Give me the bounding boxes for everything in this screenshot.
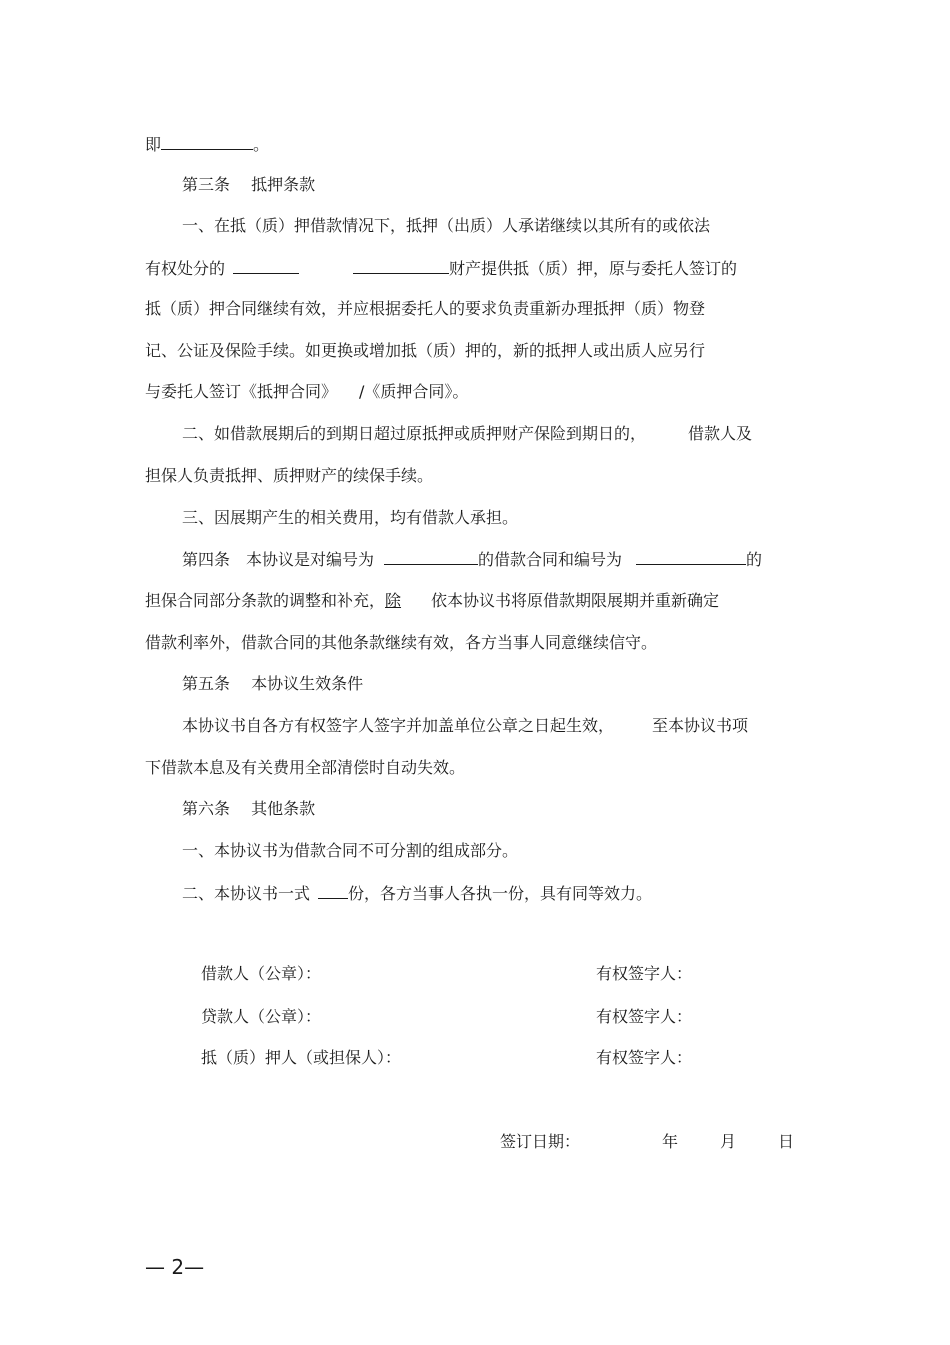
text-segment: 份，各方当事人各执一份，具有同等效力。 — [348, 884, 653, 903]
blank-field — [161, 134, 253, 150]
signing-date-day: 日 — [778, 1132, 795, 1151]
text-segment: 本协议书自各方有权签字人签字并加盖单位公章之日起生效， — [182, 716, 615, 735]
article-4-line-1 — [182, 549, 762, 570]
signing-date-month: 月 — [720, 1132, 737, 1151]
text-segment: 有权处分的 — [145, 259, 226, 278]
text-segment: 财产提供抵（质）押，原与委托人签订的 — [449, 259, 738, 278]
article-5-line-2: 下借款本息及有关费用全部清偿时自动失效。 — [145, 758, 466, 777]
text-segment: 的借款合同和编号为 — [478, 550, 623, 569]
text-segment: 二、如借款展期后的到期日超过原抵押或质押财产保险到期日的， — [182, 424, 647, 443]
article-6-para-2 — [182, 883, 652, 904]
authorized-signer-label: 有权签字人： — [596, 1048, 693, 1067]
article-3-para-1-line-3: 抵（质）押合同继续有效，并应根据委托人的要求负责重新办理抵押（质）物登 — [145, 299, 706, 318]
article-3-para-1-line-1: 一、在抵（质）押借款情况下，抵押（出质）人承诺继续以其所有的或依法 — [182, 216, 711, 235]
article-3-para-1-line-2 — [145, 258, 737, 279]
article-5-line-1 — [182, 716, 748, 736]
signing-date-year: 年 — [662, 1132, 679, 1151]
blank-field — [318, 883, 348, 899]
text-segment: /《质押合同》。 — [359, 382, 469, 401]
article-3-para-1-line-4: 记、公证及保险手续。如更换或增加抵（质）押的，新的抵押人或出质人应另行 — [145, 341, 706, 360]
article-3-para-2-line-1 — [182, 424, 752, 444]
text-segment: 的 — [746, 550, 763, 569]
underlined-text: 除 — [385, 591, 402, 610]
blank-field — [384, 549, 478, 565]
text-segment: 二、本协议书一式 — [182, 884, 311, 903]
article-3-para-1-line-5 — [145, 382, 468, 402]
article-3-title: 第三条 抵押条款 — [182, 175, 316, 194]
authorized-signer-label: 有权签字人： — [596, 1007, 693, 1026]
article-4-line-3: 借款利率外，借款合同的其他条款继续有效，各方当事人同意继续信守。 — [145, 633, 658, 652]
article-6-para-1: 一、本协议书为借款合同不可分割的组成部分。 — [182, 841, 519, 860]
continuation-line — [145, 134, 269, 155]
text-segment: 至本协议书项 — [652, 716, 749, 735]
article-6-title: 第六条 其他条款 — [182, 799, 316, 818]
signing-date-label: 签订日期： — [500, 1132, 581, 1151]
article-3-para-3: 三、因展期产生的相关费用，均有借款人承担。 — [182, 508, 519, 527]
text-segment: 依本协议书将原借款期限展期并重新确定 — [431, 591, 720, 610]
article-5-title: 第五条 本协议生效条件 — [182, 674, 364, 693]
text-segment: 与委托人签订《抵押合同》 — [145, 382, 338, 401]
blank-field — [636, 549, 746, 565]
article-3-para-2-line-2: 担保人负责抵押、质押财产的续保手续。 — [145, 466, 434, 485]
borrower-seal-label: 借款人（公章）： — [201, 964, 322, 983]
continuation-suffix: 。 — [253, 135, 270, 154]
blank-field — [353, 258, 449, 274]
text-segment: 借款人及 — [688, 424, 753, 443]
page-number: — 2— — [145, 1255, 205, 1279]
lender-seal-label: 贷款人（公章）： — [201, 1007, 322, 1026]
article-4-line-2 — [145, 591, 719, 611]
text-segment: 第四条 本协议是对编号为 — [182, 550, 375, 569]
continuation-prefix: 即 — [145, 135, 162, 154]
text-segment: 担保合同部分条款的调整和补充， — [145, 591, 386, 610]
authorized-signer-label: 有权签字人： — [596, 964, 693, 983]
guarantor-seal-label: 抵（质）押人（或担保人）： — [201, 1048, 402, 1067]
blank-field — [233, 258, 299, 274]
